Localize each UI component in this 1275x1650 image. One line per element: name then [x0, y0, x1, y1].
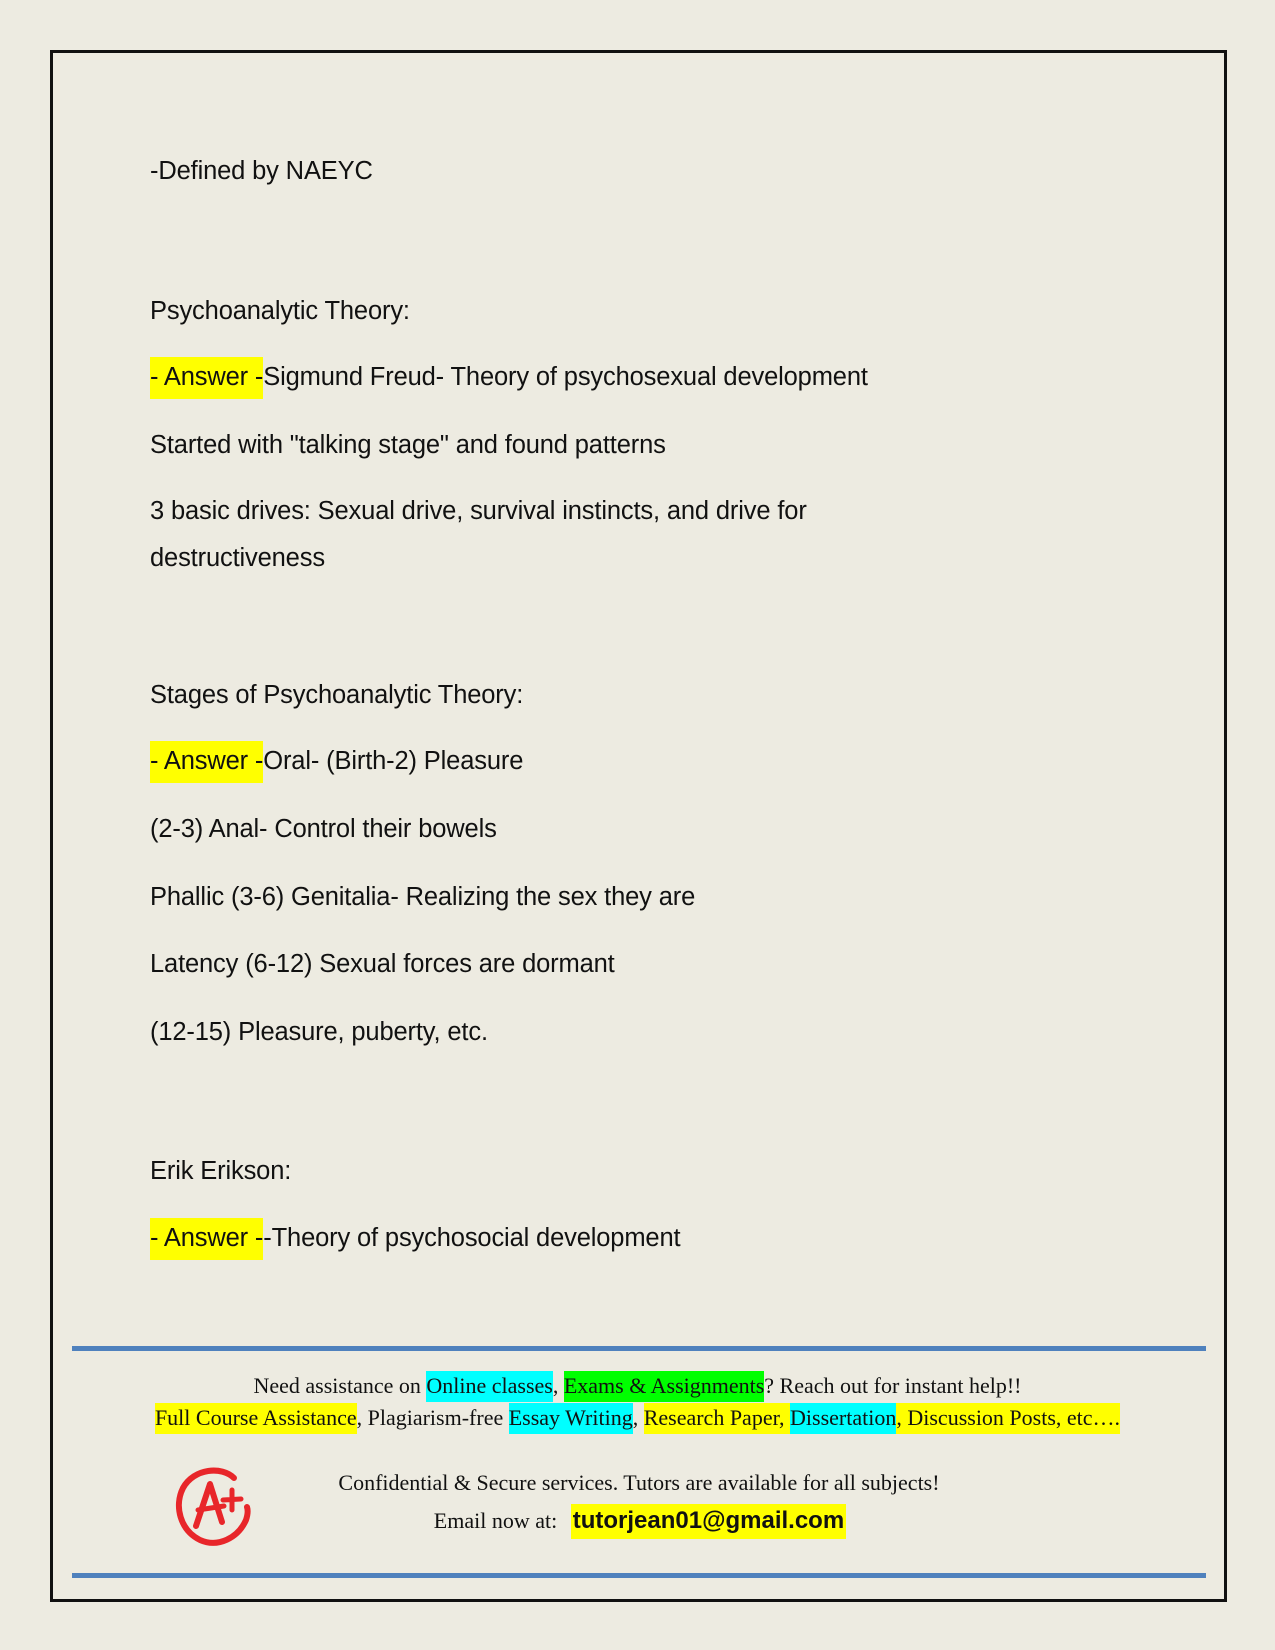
line-text: (2-3) Anal- Control their bowels: [150, 815, 497, 843]
line-text: Sigmund Freud- Theory of psychosexual development: [263, 363, 868, 391]
erikson-answer-line: [150, 1226, 680, 1252]
talking-stage-line: [150, 433, 666, 459]
line-text: 3 basic drives: Sexual drive, survival instincts, and drive for: [150, 497, 807, 525]
online-classes-highlight: Online classes: [426, 1371, 552, 1402]
basic-drives-line: [150, 499, 807, 525]
line-text: Psychoanalytic Theory:: [150, 297, 410, 325]
email-link[interactable]: tutorjean01@gmail.com: [571, 1504, 846, 1539]
footer-bottom-rule: [72, 1573, 1206, 1578]
defined-by-line: [150, 159, 373, 185]
footer-line-1: [0, 1375, 1275, 1397]
line-text: Oral- (Birth-2) Pleasure: [263, 747, 524, 775]
footer-text: , Plagiarism-free: [356, 1405, 509, 1430]
footer-line-3: [297, 1472, 981, 1494]
footer-text: ,: [552, 1373, 564, 1398]
line-text: -Theory of psychosocial development: [263, 1224, 681, 1252]
footer-top-rule: [72, 1346, 1206, 1351]
discussion-posts-highlight: , Discussion Posts, etc….: [896, 1403, 1120, 1434]
exams-assignments-highlight: Exams & Assignments: [564, 1371, 764, 1402]
footer-text: Need assistance on: [253, 1373, 427, 1398]
answer-highlight: - Answer -: [150, 1218, 263, 1260]
email-label: Email now at:: [433, 1508, 563, 1533]
line-text: Started with "talking stage" and found patterns: [150, 431, 666, 459]
confidential-text: Confidential & Secure services. Tutors are available for all subjects!: [338, 1470, 940, 1495]
freud-answer-line: [150, 365, 868, 391]
research-paper-highlight: Research Paper,: [644, 1403, 790, 1434]
line-text: Stages of Psychoanalytic Theory:: [150, 681, 524, 709]
line-text: Erik Erikson:: [150, 1157, 292, 1185]
footer-line-2: [0, 1407, 1275, 1429]
footer-text: ,: [632, 1405, 644, 1430]
essay-writing-highlight: Essay Writing: [509, 1403, 633, 1434]
phallic-stage-line: [150, 885, 695, 911]
footer-email-line: [300, 1509, 980, 1533]
psychoanalytic-heading: [150, 299, 410, 325]
latency-stage-line: [150, 952, 615, 978]
full-course-highlight: Full Course Assistance: [155, 1403, 357, 1434]
line-text: Phallic (3-6) Genitalia- Realizing the sex they are: [150, 883, 696, 911]
line-text: -Defined by NAEYC: [150, 157, 373, 185]
erikson-heading: [150, 1159, 291, 1185]
dissertation-highlight: Dissertation: [790, 1403, 896, 1434]
line-text: destructiveness: [150, 544, 325, 572]
basic-drives-line-cont: [150, 546, 325, 572]
puberty-stage-line: [150, 1020, 488, 1046]
line-text: Latency (6-12) Sexual forces are dormant: [150, 950, 615, 978]
footer-text: ? Reach out for instant help!!: [764, 1373, 1022, 1398]
stages-heading: [150, 683, 523, 709]
oral-answer-line: [150, 749, 523, 775]
a-plus-grade-icon: [172, 1464, 252, 1548]
answer-highlight: - Answer -: [150, 741, 263, 783]
anal-stage-line: [150, 817, 497, 843]
answer-highlight: - Answer -: [150, 357, 263, 399]
line-text: (12-15) Pleasure, puberty, etc.: [150, 1018, 488, 1046]
